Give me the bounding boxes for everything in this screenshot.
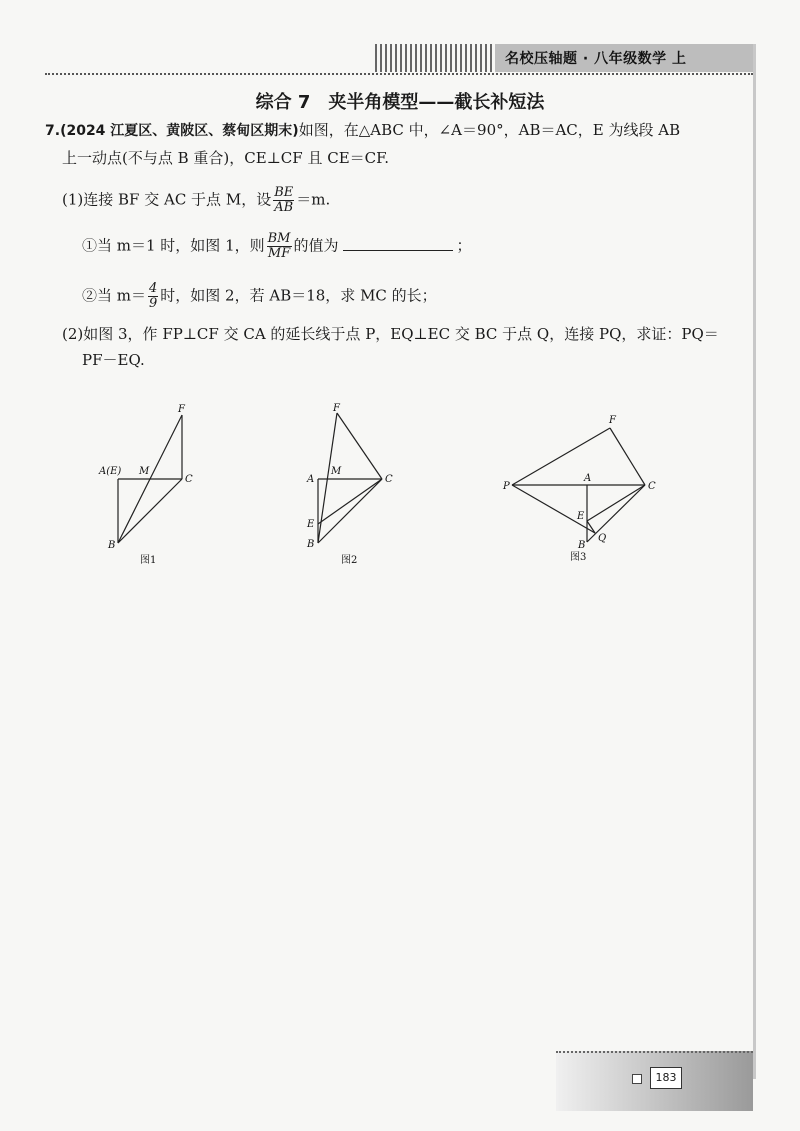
label-c: C: [385, 474, 393, 485]
fraction-be-ab: [273, 186, 294, 215]
label-a: A: [584, 473, 592, 484]
label-c: C: [185, 474, 193, 485]
figure-1-caption: 图1: [140, 555, 157, 566]
fraction-4-9: [148, 282, 158, 311]
label-e: E: [307, 519, 315, 530]
footer-square-icon: [632, 1074, 642, 1084]
fraction-numerator: BM: [267, 231, 291, 246]
segment-bc: [118, 479, 182, 543]
segment-ec: [318, 479, 382, 524]
label-b: B: [578, 540, 586, 551]
figure-3-caption: 图3: [570, 552, 587, 563]
label-b: B: [307, 539, 315, 550]
sub2-post: 时，如图 2，若 AB＝18，求 MC 的长；: [160, 286, 437, 305]
segment-cf: [337, 413, 382, 479]
label-m: M: [139, 466, 150, 477]
label-p: P: [503, 481, 510, 492]
sub1-line: [82, 232, 472, 261]
label-f: F: [333, 403, 340, 414]
label-m: M: [331, 466, 342, 477]
page-number: 183: [650, 1067, 682, 1089]
segment-pf: [512, 428, 610, 485]
section-title: 综合 7 夹半角模型——截长补短法: [255, 92, 545, 113]
part2-line-2: PF－EQ.: [82, 351, 145, 369]
page-edge: [753, 44, 756, 1079]
segment-fc: [610, 428, 645, 485]
segment-bf: [318, 413, 337, 543]
figure-3: [500, 405, 670, 570]
segment-ec: [587, 485, 645, 521]
figure-2: [295, 400, 405, 570]
label-a: A: [307, 474, 315, 485]
label-b: B: [108, 540, 116, 551]
problem-number: 7.: [45, 123, 61, 139]
label-f: F: [178, 404, 185, 415]
fraction-denominator: MF: [267, 246, 291, 261]
fraction-numerator: BE: [274, 185, 294, 200]
label-q: Q: [598, 533, 607, 544]
header-stripes: [375, 44, 495, 72]
sub2-line: [82, 282, 437, 311]
fraction-denominator: AB: [274, 200, 294, 215]
segment-pq: [512, 485, 595, 533]
fraction-denominator: 9: [149, 296, 158, 311]
header-rule: [45, 73, 753, 75]
figure-2-caption: 图2: [341, 555, 358, 566]
sub1-end: ；: [456, 236, 472, 255]
segment-bc: [318, 479, 382, 543]
figure-1: [95, 400, 215, 570]
problem-text-2: 上一动点(不与点 B 重合)，CE⊥CF 且 CE＝CF.: [62, 149, 389, 167]
label-f: F: [609, 415, 616, 426]
sub1-pre: ①当 m＝1 时，如图 1，则: [82, 236, 265, 255]
part1-post: ＝m.: [296, 190, 331, 209]
problem-source: (2024 江夏区、黄陂区、蔡甸区期末): [60, 123, 299, 139]
sub2-pre: ②当 m＝: [82, 286, 146, 305]
label-ae: A(E): [99, 466, 122, 477]
part1-line: [62, 186, 330, 215]
segment-bc: [587, 485, 645, 542]
answer-blank[interactable]: [343, 236, 453, 251]
problem-text-1: 如图，在△ABC 中，∠A＝90°，AB＝AC，E 为线段 AB: [298, 121, 681, 139]
fraction-numerator: 4: [149, 281, 158, 296]
fraction-bm-mf: [267, 232, 292, 261]
label-c: C: [648, 481, 656, 492]
problem-line-1: [45, 120, 680, 141]
part2-line-1: (2)如图 3，作 FP⊥CF 交 CA 的延长线于点 P，EQ⊥EC 交 BC 于点 Q，连接 PQ，求证：PQ＝: [62, 325, 719, 343]
sub1-post: 的值为: [293, 236, 339, 255]
footer-rule: [556, 1051, 753, 1053]
book-title: 名校压轴题 · 八年级数学 上: [505, 51, 687, 67]
label-e: E: [577, 511, 585, 522]
part1-pre: (1)连接 BF 交 AC 于点 M，设: [62, 190, 272, 209]
